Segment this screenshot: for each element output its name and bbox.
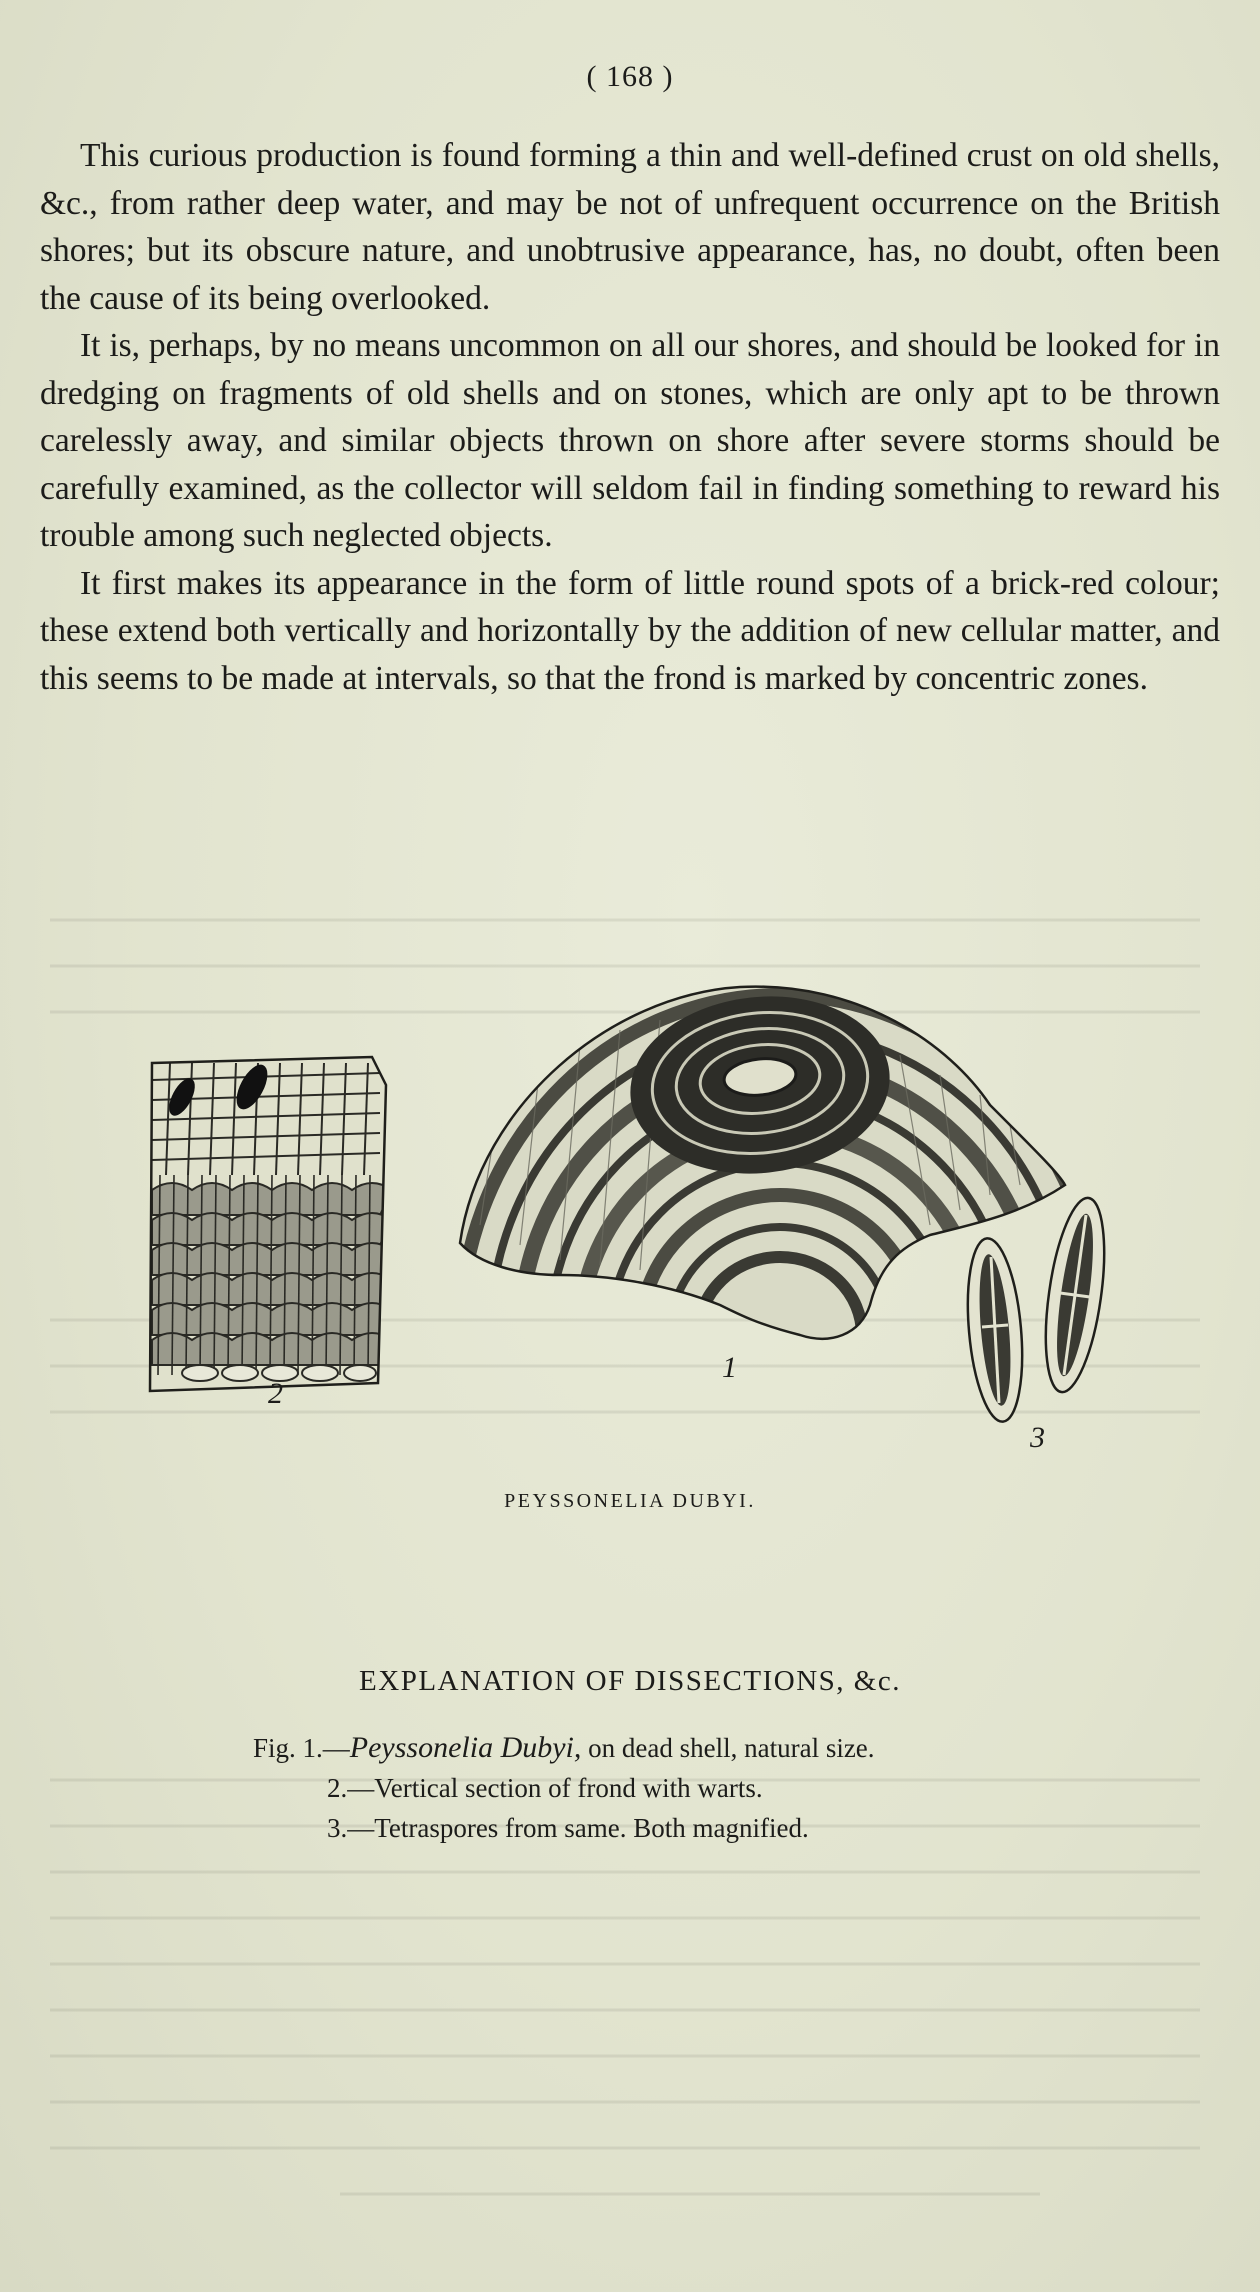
fig3-tetraspores <box>961 1194 1110 1424</box>
fig2-label: 2 <box>268 1377 283 1410</box>
explanation-title: EXPLANATION OF DISSECTIONS, &c. <box>359 1665 901 1697</box>
paragraph-1: This curious production is found forming a thin and well-defined crust on old shells, &c., from rather deep water, and may be not of unfrequent occurrence on the British shores; but its obscure nature, and unobtrusive appearance, has, no doubt, often been the cause of its being overlooked. <box>40 137 1220 317</box>
page-number: ( 168 ) <box>586 60 674 93</box>
explanation-item: 3.—Tetraspores from same. Both magnified. <box>327 1813 809 1843</box>
explanation-item: Fig. 1.—Peyssonelia Dubyi, on dead shell, natural size. <box>253 1731 875 1764</box>
fig1-label: 1 <box>722 1351 737 1384</box>
paragraph-2: It is, perhaps, by no means uncommon on all our shores, and should be looked for in dredging on fragments of old shells and on stones, which are only apt to be thrown carelessly away, and similar objects thrown on shore after severe storms should be carefully examined, as the collector will seldom fail in finding something to reward his trouble among such neglected objects. <box>40 327 1220 554</box>
explanation-item: 2.—Vertical section of frond with warts. <box>327 1773 763 1803</box>
explanation-list <box>253 1728 875 1848</box>
paragraph-3: It first makes its appearance in the form of little round spots of a brick-red colour; these extend both vertically and horizontally by the addition of new cellular matter, and this seems to be made at intervals, so that the frond is marked by concentric zones. <box>40 564 1220 697</box>
body-text <box>40 132 1220 702</box>
fig3-label: 3 <box>1030 1421 1045 1454</box>
illustration <box>140 975 1110 1455</box>
fig2-vertical-section <box>140 1045 400 1405</box>
figure-caption: PEYSSONELIA DUBYI. <box>504 1490 756 1512</box>
peyssonelia-engraving <box>140 975 1110 1455</box>
